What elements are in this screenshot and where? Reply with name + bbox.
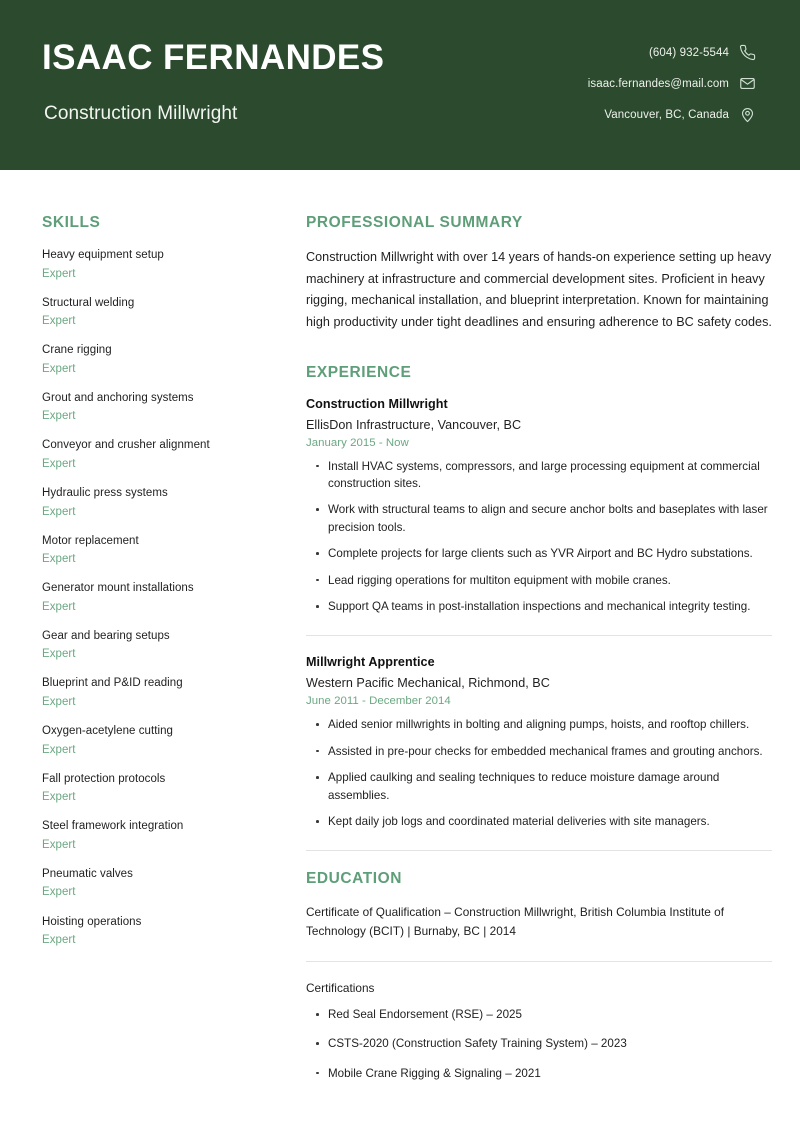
skill-item <box>42 629 278 663</box>
skill-name: Oxygen-acetylene cutting <box>42 725 173 738</box>
education-heading: EDUCATION <box>306 870 402 888</box>
skill-item <box>42 296 278 330</box>
job-bullet: Applied caulking and sealing techniques to reduce moisture damage around assemblies. <box>328 769 772 804</box>
skill-level: Expert <box>42 886 76 899</box>
location-text: Vancouver, BC, Canada <box>604 108 729 121</box>
skill-name: Fall protection protocols <box>42 772 166 785</box>
job-organization: EllisDon Infrastructure, Vancouver, BC <box>306 417 522 432</box>
resume-body <box>0 170 800 1082</box>
certification-item: Red Seal Endorsement (RSE) – 2025 <box>328 1006 772 1023</box>
skill-item <box>42 915 278 949</box>
left-column <box>0 170 296 962</box>
resume-header <box>0 0 800 170</box>
summary-heading: PROFESSIONAL SUMMARY <box>306 214 523 231</box>
email-icon <box>739 75 756 92</box>
candidate-name: ISAAC FERNANDES <box>42 38 385 77</box>
skill-item <box>42 248 278 282</box>
skill-name: Structural welding <box>42 296 135 309</box>
skill-level: Expert <box>42 838 76 851</box>
contact-row-phone[interactable] <box>649 44 756 61</box>
contact-row-email[interactable] <box>588 75 756 92</box>
right-column <box>296 170 800 1082</box>
experience-entry <box>306 397 772 616</box>
skill-item <box>42 438 278 472</box>
skill-item <box>42 676 278 710</box>
experience-heading: EXPERIENCE <box>306 363 412 381</box>
job-bullet: Complete projects for large clients such as YVR Airport and BC Hydro substations. <box>328 545 772 562</box>
section-divider <box>306 850 772 851</box>
education-degree: Certificate of Qualification – Construction Millwright, British Columbia Institute of Technology (BCIT) | Burnaby, BC | 2014 <box>306 905 725 939</box>
job-role: Millwright Apprentice <box>306 655 435 670</box>
skill-item <box>42 581 278 615</box>
skill-name: Hoisting operations <box>42 915 142 928</box>
skill-item <box>42 534 278 568</box>
skill-name: Grout and anchoring systems <box>42 391 194 404</box>
skill-item <box>42 819 278 853</box>
skill-level: Expert <box>42 505 76 518</box>
skill-name: Pneumatic valves <box>42 867 133 880</box>
skill-item <box>42 343 278 377</box>
candidate-job-title: Construction Millwright <box>44 102 238 124</box>
certifications-list <box>306 1006 772 1082</box>
email-address-text: isaac.fernandes@mail.com <box>587 77 729 90</box>
experience-section <box>306 364 772 831</box>
job-bullet: Install HVAC systems, compressors, and large processing equipment at commercial construction sites. <box>328 458 772 493</box>
skill-name: Blueprint and P&ID reading <box>42 677 183 690</box>
contact-block <box>588 38 756 123</box>
skill-level: Expert <box>42 696 76 708</box>
contact-row-location[interactable] <box>604 106 756 123</box>
certification-item: CSTS-2020 (Construction Safety Training System) – 2023 <box>328 1035 772 1052</box>
skill-name: Conveyor and crusher alignment <box>42 439 210 452</box>
phone-icon <box>739 44 756 61</box>
identity-block <box>42 38 384 126</box>
skill-item <box>42 391 278 425</box>
spacer <box>306 334 772 364</box>
job-organization: Western Pacific Mechanical, Richmond, BC <box>306 676 550 691</box>
experience-entry <box>306 655 772 830</box>
job-bullet-list <box>306 458 772 616</box>
skill-level: Expert <box>42 600 76 613</box>
skill-level: Expert <box>42 410 76 423</box>
summary-section <box>306 214 772 334</box>
skill-item <box>42 486 278 520</box>
job-bullet: Lead rigging operations for multiton equipment with mobile cranes. <box>328 572 772 589</box>
skill-name: Gear and bearing setups <box>42 629 170 642</box>
job-bullet: Support QA teams in post-installation inspections and mechanical integrity testing. <box>328 598 772 615</box>
skill-level: Expert <box>42 457 76 470</box>
skills-heading: SKILLS <box>42 214 101 231</box>
section-divider <box>306 635 772 636</box>
skill-name: Hydraulic press systems <box>42 487 168 500</box>
skills-list <box>42 248 278 948</box>
job-bullet: Aided senior millwrights in bolting and aligning pumps, hoists, and rooftop chillers. <box>328 716 772 733</box>
skill-item <box>42 772 278 806</box>
location-pin-icon <box>739 106 756 123</box>
skill-level: Expert <box>42 648 76 661</box>
skill-name: Heavy equipment setup <box>42 249 164 261</box>
skill-name: Steel framework integration <box>42 820 184 833</box>
skill-name: Generator mount installations <box>42 582 194 595</box>
skill-level: Expert <box>42 743 76 756</box>
job-bullet: Assisted in pre-pour checks for embedded mechanical frames and grouting anchors. <box>328 743 772 760</box>
skill-level: Expert <box>42 791 76 804</box>
education-section <box>306 870 772 1082</box>
job-role: Construction Millwright <box>306 396 448 411</box>
skill-name: Motor replacement <box>42 534 139 547</box>
summary-text: Construction Millwright with over 14 years of hands-on experience setting up heavy machinery at infrastructure and commercial development sites. Proficient in heavy rigging, mechanical installation, and blueprint interpretation. Known for maintaining high productivity under tight deadlines and ensuring adherence to BC safety codes. <box>306 250 772 329</box>
skill-level: Expert <box>42 934 76 947</box>
phone-number-text: (604) 932-5544 <box>648 46 729 59</box>
skill-level: Expert <box>42 553 76 566</box>
skill-item <box>42 867 278 901</box>
skill-item <box>42 724 278 758</box>
section-divider <box>306 961 772 962</box>
skill-level: Expert <box>42 315 76 328</box>
job-dates: June 2011 - December 2014 <box>306 695 451 708</box>
certifications-label: Certifications <box>306 981 375 996</box>
skill-name: Crane rigging <box>42 344 112 357</box>
skill-level: Expert <box>42 267 76 280</box>
job-dates: January 2015 - Now <box>306 436 409 449</box>
skill-level: Expert <box>42 362 76 375</box>
job-bullet: Kept daily job logs and coordinated material deliveries with site managers. <box>328 813 772 830</box>
job-bullet-list <box>306 716 772 830</box>
job-bullet: Work with structural teams to align and secure anchor bolts and baseplates with laser precision tools. <box>328 501 772 536</box>
certification-item: Mobile Crane Rigging & Signaling – 2021 <box>328 1065 772 1082</box>
